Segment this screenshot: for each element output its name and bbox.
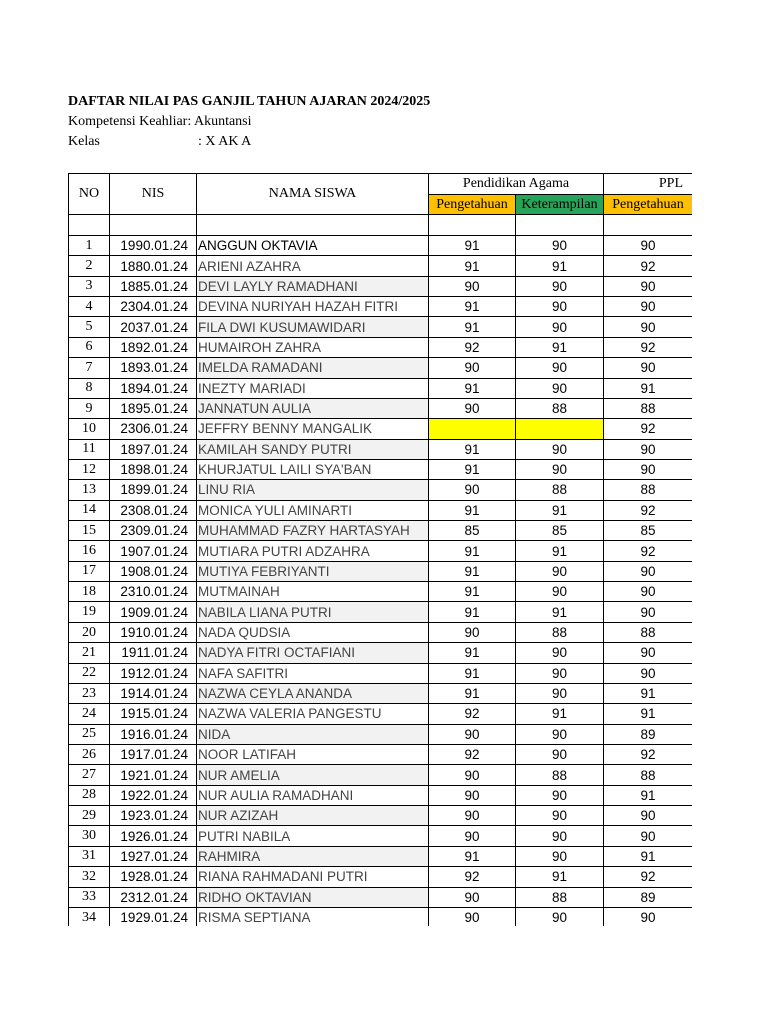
row-nama: JEFFRY BENNY MANGALIK xyxy=(197,419,429,439)
row-nama: MUTIYA FEBRIYANTI xyxy=(197,561,429,581)
table-row xyxy=(69,582,693,602)
row-nama: HUMAIROH ZAHRA xyxy=(197,337,429,357)
row-ppl-pengetahuan: 90 xyxy=(604,602,693,622)
row-no: 3 xyxy=(69,276,110,296)
row-no: 18 xyxy=(69,582,110,602)
table-row xyxy=(69,541,693,561)
row-ppl-pengetahuan: 92 xyxy=(604,256,693,276)
subheader-pengetahuan-ppl: Pengetahuan xyxy=(604,195,693,215)
row-no: 1 xyxy=(69,236,110,256)
row-nama: RAHMIRA xyxy=(197,846,429,866)
row-nis: 1927.01.24 xyxy=(110,846,197,866)
row-nama: NUR AZIZAH xyxy=(197,806,429,826)
row-ppl-pengetahuan: 91 xyxy=(604,704,693,724)
row-agama-pengetahuan: 91 xyxy=(429,378,516,398)
row-agama-pengetahuan: 91 xyxy=(429,256,516,276)
table-row xyxy=(69,236,693,256)
row-agama-pengetahuan: 91 xyxy=(429,541,516,561)
row-agama-pengetahuan: 92 xyxy=(429,744,516,764)
table-row xyxy=(69,744,693,764)
row-nama: IMELDA RAMADANI xyxy=(197,358,429,378)
table-row xyxy=(69,459,693,479)
row-no: 9 xyxy=(69,398,110,418)
row-no: 13 xyxy=(69,480,110,500)
row-agama-keterampilan: 90 xyxy=(516,317,604,337)
row-no: 10 xyxy=(69,419,110,439)
row-nis: 2306.01.24 xyxy=(110,419,197,439)
row-nama: NABILA LIANA PUTRI xyxy=(197,602,429,622)
grades-table-viewport xyxy=(68,173,692,926)
row-nis: 1893.01.24 xyxy=(110,358,197,378)
row-ppl-pengetahuan: 92 xyxy=(604,419,693,439)
row-no: 19 xyxy=(69,602,110,622)
row-agama-keterampilan: 90 xyxy=(516,683,604,703)
table-row xyxy=(69,337,693,357)
row-no: 32 xyxy=(69,867,110,887)
row-nis: 2304.01.24 xyxy=(110,297,197,317)
row-nama: ARIENI AZAHRA xyxy=(197,256,429,276)
header-nis: NIS xyxy=(110,174,197,215)
row-agama-keterampilan: 91 xyxy=(516,500,604,520)
row-agama-pengetahuan: 90 xyxy=(429,276,516,296)
row-ppl-pengetahuan: 90 xyxy=(604,582,693,602)
table-row xyxy=(69,907,693,926)
table-row xyxy=(69,622,693,642)
row-agama-keterampilan: 88 xyxy=(516,398,604,418)
row-agama-pengetahuan: 92 xyxy=(429,337,516,357)
row-nama: INEZTY MARIADI xyxy=(197,378,429,398)
row-nis: 1929.01.24 xyxy=(110,907,197,926)
row-nis: 1895.01.24 xyxy=(110,398,197,418)
row-agama-pengetahuan: 90 xyxy=(429,907,516,926)
row-nama: DEVI LAYLY RAMADHANI xyxy=(197,276,429,296)
table-row xyxy=(69,521,693,541)
row-nis: 1917.01.24 xyxy=(110,744,197,764)
row-nis: 1916.01.24 xyxy=(110,724,197,744)
row-no: 14 xyxy=(69,500,110,520)
table-row xyxy=(69,846,693,866)
table-row xyxy=(69,419,693,439)
row-agama-pengetahuan: 91 xyxy=(429,582,516,602)
row-nama: NAZWA CEYLA ANANDA xyxy=(197,683,429,703)
row-agama-pengetahuan: 91 xyxy=(429,561,516,581)
row-no: 12 xyxy=(69,459,110,479)
row-agama-keterampilan: 90 xyxy=(516,582,604,602)
table-row xyxy=(69,724,693,744)
row-agama-keterampilan: 90 xyxy=(516,907,604,926)
table-row xyxy=(69,378,693,398)
row-no: 23 xyxy=(69,683,110,703)
row-nama: NAZWA VALERIA PANGESTU xyxy=(197,704,429,724)
row-ppl-pengetahuan: 90 xyxy=(604,643,693,663)
row-agama-keterampilan: 90 xyxy=(516,744,604,764)
row-agama-keterampilan: 88 xyxy=(516,480,604,500)
row-agama-keterampilan xyxy=(516,419,604,439)
row-agama-pengetahuan: 91 xyxy=(429,602,516,622)
row-agama-pengetahuan: 90 xyxy=(429,806,516,826)
row-ppl-pengetahuan: 91 xyxy=(604,378,693,398)
row-nis: 1911.01.24 xyxy=(110,643,197,663)
row-agama-keterampilan: 90 xyxy=(516,378,604,398)
row-agama-keterampilan: 90 xyxy=(516,826,604,846)
row-nis: 2310.01.24 xyxy=(110,582,197,602)
row-nis: 1921.01.24 xyxy=(110,765,197,785)
row-ppl-pengetahuan: 88 xyxy=(604,398,693,418)
blank-row xyxy=(69,215,693,236)
row-ppl-pengetahuan: 91 xyxy=(604,785,693,805)
row-nis: 1909.01.24 xyxy=(110,602,197,622)
table-row xyxy=(69,297,693,317)
row-nis: 1898.01.24 xyxy=(110,459,197,479)
row-nama: ANGGUN OKTAVIA xyxy=(197,236,429,256)
row-nama: DEVINA NURIYAH HAZAH FITRI xyxy=(197,297,429,317)
row-agama-keterampilan: 91 xyxy=(516,602,604,622)
table-row xyxy=(69,276,693,296)
row-agama-keterampilan: 88 xyxy=(516,765,604,785)
row-agama-pengetahuan: 91 xyxy=(429,500,516,520)
row-agama-keterampilan: 90 xyxy=(516,459,604,479)
row-nis: 1922.01.24 xyxy=(110,785,197,805)
row-no: 11 xyxy=(69,439,110,459)
row-no: 25 xyxy=(69,724,110,744)
header-ppl xyxy=(604,174,693,195)
row-ppl-pengetahuan: 91 xyxy=(604,846,693,866)
row-nis: 1915.01.24 xyxy=(110,704,197,724)
table-row xyxy=(69,826,693,846)
row-no: 15 xyxy=(69,521,110,541)
row-agama-pengetahuan: 90 xyxy=(429,785,516,805)
row-no: 28 xyxy=(69,785,110,805)
row-ppl-pengetahuan: 90 xyxy=(604,907,693,926)
row-nis: 1880.01.24 xyxy=(110,256,197,276)
row-agama-keterampilan: 91 xyxy=(516,337,604,357)
row-nama: RIANA RAHMADANI PUTRI xyxy=(197,867,429,887)
row-nis: 1910.01.24 xyxy=(110,622,197,642)
table-row xyxy=(69,765,693,785)
table-row xyxy=(69,480,693,500)
row-agama-keterampilan: 90 xyxy=(516,358,604,378)
row-agama-pengetahuan: 91 xyxy=(429,663,516,683)
row-no: 27 xyxy=(69,765,110,785)
row-nama: NADA QUDSIA xyxy=(197,622,429,642)
row-nama: PUTRI NABILA xyxy=(197,826,429,846)
kelas-value: : X AK A xyxy=(198,134,252,149)
row-nama: NIDA xyxy=(197,724,429,744)
row-agama-keterampilan: 90 xyxy=(516,785,604,805)
row-agama-keterampilan: 90 xyxy=(516,663,604,683)
row-ppl-pengetahuan: 92 xyxy=(604,867,693,887)
kelas-line xyxy=(68,134,252,150)
row-agama-keterampilan: 90 xyxy=(516,561,604,581)
subheader-pengetahuan-agama: Pengetahuan xyxy=(429,195,516,215)
row-nama: NADYA FITRI OCTAFIANI xyxy=(197,643,429,663)
row-agama-pengetahuan: 90 xyxy=(429,765,516,785)
row-nis: 1899.01.24 xyxy=(110,480,197,500)
table-row xyxy=(69,439,693,459)
row-agama-keterampilan: 85 xyxy=(516,521,604,541)
row-agama-pengetahuan: 91 xyxy=(429,317,516,337)
row-no: 29 xyxy=(69,806,110,826)
row-agama-keterampilan: 91 xyxy=(516,867,604,887)
row-agama-keterampilan: 88 xyxy=(516,622,604,642)
row-agama-keterampilan: 91 xyxy=(516,704,604,724)
row-nama: MUTIARA PUTRI ADZAHRA xyxy=(197,541,429,561)
row-agama-pengetahuan: 91 xyxy=(429,683,516,703)
row-nama: JANNATUN AULIA xyxy=(197,398,429,418)
row-agama-keterampilan: 90 xyxy=(516,806,604,826)
table-row xyxy=(69,806,693,826)
row-nis: 2037.01.24 xyxy=(110,317,197,337)
row-agama-pengetahuan: 92 xyxy=(429,867,516,887)
row-nama: RIDHO OKTAVIAN xyxy=(197,887,429,907)
row-nama: NOOR LATIFAH xyxy=(197,744,429,764)
row-agama-pengetahuan: 90 xyxy=(429,398,516,418)
row-ppl-pengetahuan: 91 xyxy=(604,683,693,703)
row-no: 33 xyxy=(69,887,110,907)
row-agama-keterampilan: 90 xyxy=(516,236,604,256)
table-row xyxy=(69,500,693,520)
row-agama-pengetahuan: 92 xyxy=(429,704,516,724)
row-nis: 1912.01.24 xyxy=(110,663,197,683)
row-nis: 2308.01.24 xyxy=(110,500,197,520)
row-nis: 2309.01.24 xyxy=(110,521,197,541)
row-no: 21 xyxy=(69,643,110,663)
row-ppl-pengetahuan: 90 xyxy=(604,663,693,683)
kompetensi-line: Kompetensi Keahliar: Akuntansi xyxy=(68,114,252,129)
row-nama: LINU RIA xyxy=(197,480,429,500)
table-row xyxy=(69,785,693,805)
row-agama-pengetahuan: 90 xyxy=(429,358,516,378)
row-agama-keterampilan: 91 xyxy=(516,541,604,561)
kelas-label: Kelas xyxy=(68,134,100,149)
row-ppl-pengetahuan: 90 xyxy=(604,276,693,296)
row-nama: NUR AMELIA xyxy=(197,765,429,785)
row-nis: 1908.01.24 xyxy=(110,561,197,581)
table-row xyxy=(69,643,693,663)
header-no: NO xyxy=(69,174,110,215)
row-agama-pengetahuan: 91 xyxy=(429,236,516,256)
row-ppl-pengetahuan: 92 xyxy=(604,500,693,520)
grades-table-body xyxy=(69,236,693,927)
row-no: 26 xyxy=(69,744,110,764)
row-ppl-pengetahuan: 92 xyxy=(604,541,693,561)
row-ppl-pengetahuan: 85 xyxy=(604,521,693,541)
row-agama-keterampilan: 88 xyxy=(516,887,604,907)
row-no: 4 xyxy=(69,297,110,317)
row-agama-pengetahuan: 91 xyxy=(429,297,516,317)
row-nama: KHURJATUL LAILI SYA'BAN xyxy=(197,459,429,479)
row-no: 31 xyxy=(69,846,110,866)
table-row xyxy=(69,398,693,418)
row-no: 2 xyxy=(69,256,110,276)
row-nis: 1897.01.24 xyxy=(110,439,197,459)
table-row xyxy=(69,358,693,378)
row-no: 20 xyxy=(69,622,110,642)
table-row xyxy=(69,663,693,683)
row-agama-pengetahuan: 91 xyxy=(429,439,516,459)
row-ppl-pengetahuan: 90 xyxy=(604,806,693,826)
row-ppl-pengetahuan: 92 xyxy=(604,744,693,764)
header-pendidikan-agama: Pendidikan Agama xyxy=(429,174,604,195)
row-agama-pengetahuan: 90 xyxy=(429,724,516,744)
table-row xyxy=(69,256,693,276)
row-nama: KAMILAH SANDY PUTRI xyxy=(197,439,429,459)
table-row xyxy=(69,683,693,703)
row-ppl-pengetahuan: 88 xyxy=(604,765,693,785)
document-title: DAFTAR NILAI PAS GANJIL TAHUN AJARAN 2024/2025 xyxy=(68,94,431,109)
header-ppl-label: PPL xyxy=(658,176,683,191)
row-no: 5 xyxy=(69,317,110,337)
header-nama-siswa: NAMA SISWA xyxy=(197,174,429,215)
row-ppl-pengetahuan: 90 xyxy=(604,358,693,378)
row-no: 30 xyxy=(69,826,110,846)
row-agama-pengetahuan: 91 xyxy=(429,846,516,866)
row-agama-pengetahuan: 91 xyxy=(429,643,516,663)
row-agama-pengetahuan: 85 xyxy=(429,521,516,541)
row-nama: NUR AULIA RAMADHANI xyxy=(197,785,429,805)
row-nis: 1914.01.24 xyxy=(110,683,197,703)
row-ppl-pengetahuan: 90 xyxy=(604,561,693,581)
row-ppl-pengetahuan: 90 xyxy=(604,826,693,846)
row-nis: 1926.01.24 xyxy=(110,826,197,846)
row-nama: MUHAMMAD FAZRY HARTASYAH xyxy=(197,521,429,541)
row-nama: NAFA SAFITRI xyxy=(197,663,429,683)
row-nama: RISMA SEPTIANA xyxy=(197,907,429,926)
row-ppl-pengetahuan: 90 xyxy=(604,236,693,256)
row-ppl-pengetahuan: 90 xyxy=(604,459,693,479)
row-agama-pengetahuan: 91 xyxy=(429,459,516,479)
row-no: 8 xyxy=(69,378,110,398)
row-ppl-pengetahuan: 89 xyxy=(604,724,693,744)
row-ppl-pengetahuan: 88 xyxy=(604,622,693,642)
row-nis: 1885.01.24 xyxy=(110,276,197,296)
row-ppl-pengetahuan: 89 xyxy=(604,887,693,907)
row-agama-keterampilan: 90 xyxy=(516,846,604,866)
row-ppl-pengetahuan: 90 xyxy=(604,439,693,459)
row-agama-pengetahuan: 90 xyxy=(429,887,516,907)
row-agama-pengetahuan xyxy=(429,419,516,439)
row-no: 7 xyxy=(69,358,110,378)
table-row xyxy=(69,317,693,337)
row-nis: 1892.01.24 xyxy=(110,337,197,357)
row-ppl-pengetahuan: 88 xyxy=(604,480,693,500)
row-nama: MUTMAINAH xyxy=(197,582,429,602)
row-agama-keterampilan: 90 xyxy=(516,276,604,296)
table-row xyxy=(69,602,693,622)
row-nis: 1928.01.24 xyxy=(110,867,197,887)
row-no: 22 xyxy=(69,663,110,683)
row-nama: FILA DWI KUSUMAWIDARI xyxy=(197,317,429,337)
row-agama-keterampilan: 90 xyxy=(516,297,604,317)
row-nama: MONICA YULI AMINARTI xyxy=(197,500,429,520)
row-ppl-pengetahuan: 90 xyxy=(604,297,693,317)
row-no: 17 xyxy=(69,561,110,581)
row-agama-keterampilan: 90 xyxy=(516,439,604,459)
row-nis: 1923.01.24 xyxy=(110,806,197,826)
row-nis: 1990.01.24 xyxy=(110,236,197,256)
row-nis: 1894.01.24 xyxy=(110,378,197,398)
row-agama-pengetahuan: 90 xyxy=(429,622,516,642)
row-nis: 2312.01.24 xyxy=(110,887,197,907)
row-ppl-pengetahuan: 92 xyxy=(604,337,693,357)
row-nis: 1907.01.24 xyxy=(110,541,197,561)
row-no: 6 xyxy=(69,337,110,357)
row-agama-keterampilan: 91 xyxy=(516,256,604,276)
grades-table xyxy=(68,173,692,926)
table-row xyxy=(69,561,693,581)
table-row xyxy=(69,867,693,887)
table-row xyxy=(69,704,693,724)
subheader-keterampilan-agama: Keterampilan xyxy=(516,195,604,215)
row-no: 16 xyxy=(69,541,110,561)
row-no: 34 xyxy=(69,907,110,926)
row-no: 24 xyxy=(69,704,110,724)
row-agama-pengetahuan: 90 xyxy=(429,826,516,846)
row-agama-pengetahuan: 90 xyxy=(429,480,516,500)
table-row xyxy=(69,887,693,907)
row-agama-keterampilan: 90 xyxy=(516,724,604,744)
row-agama-keterampilan: 90 xyxy=(516,643,604,663)
row-ppl-pengetahuan: 90 xyxy=(604,317,693,337)
